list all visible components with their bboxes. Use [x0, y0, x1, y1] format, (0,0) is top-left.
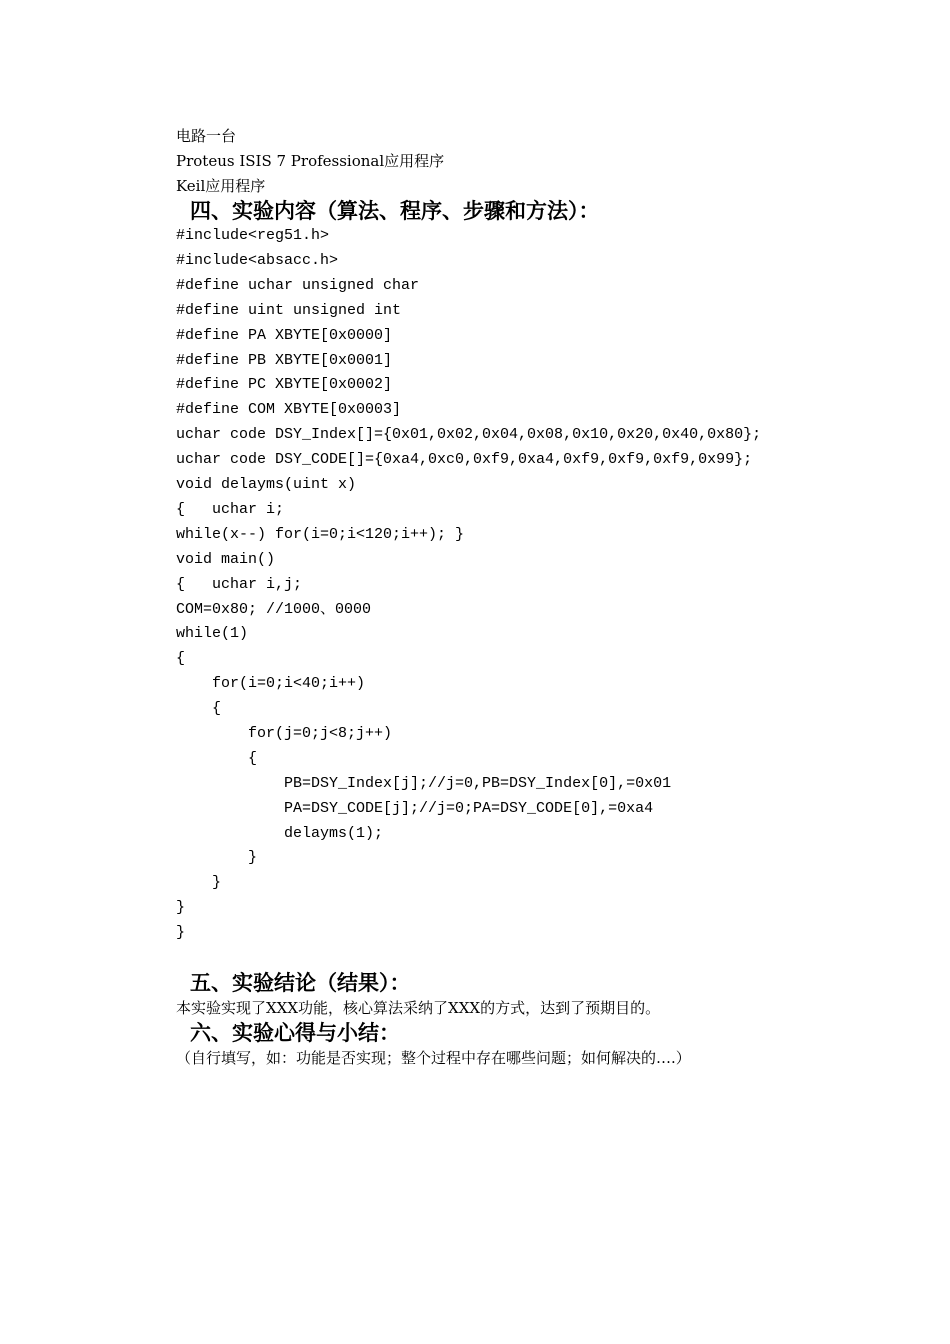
section-6-text: （自行填写，如：功能是否实现；整个过程中存在哪些问题；如何解决的….）: [176, 1049, 691, 1067]
section-6-heading: 六、实验心得与小结：: [190, 1021, 400, 1045]
code-line: for(j=0;j<8;j++): [176, 725, 393, 742]
code-line: {: [176, 650, 186, 667]
code-line: {: [176, 700, 222, 717]
code-line: #define COM XBYTE[0x0003]: [176, 401, 402, 418]
code-line: }: [176, 849, 258, 866]
code-line: PA=DSY_CODE[j];//j=0;PA=DSY_CODE[0],=0xa4: [176, 800, 654, 817]
code-line: { uchar i;: [176, 501, 285, 518]
code-line: #define PC XBYTE[0x0002]: [176, 376, 393, 393]
section-5-heading: 五、实验结论（结果）：: [190, 971, 411, 995]
code-line: #define PB XBYTE[0x0001]: [176, 352, 393, 369]
equipment-line-3: Keil应用程序: [176, 177, 266, 195]
equipment-line-2: Proteus ISIS 7 Professional应用程序: [176, 152, 445, 170]
section-5-text: 本实验实现了XXX功能，核心算法采纳了XXX的方式，达到了预期目的。: [176, 999, 661, 1017]
code-line: #define uchar unsigned char: [176, 277, 420, 294]
code-line: for(i=0;i<40;i++): [176, 675, 366, 692]
code-line: #include<reg51.h>: [176, 227, 330, 244]
code-line: void main(): [176, 551, 276, 568]
code-line: COM=0x80; //1000、0000: [176, 601, 372, 618]
code-line: delayms(1);: [176, 825, 384, 842]
code-line: }: [176, 874, 222, 891]
code-line: #define PA XBYTE[0x0000]: [176, 327, 393, 344]
code-line: PB=DSY_Index[j];//j=0,PB=DSY_Index[0],=0x01: [176, 775, 672, 792]
code-line: }: [176, 899, 186, 916]
section-4-heading: 四、实验内容（算法、程序、步骤和方法）：: [190, 199, 600, 223]
code-line: #include<absacc.h>: [176, 252, 339, 269]
code-line: #define uint unsigned int: [176, 302, 402, 319]
code-line: uchar code DSY_Index[]={0x01,0x02,0x04,0x08,0x10,0x20,0x40,0x80};: [176, 426, 762, 443]
code-line: { uchar i,j;: [176, 576, 303, 593]
code-line: while(x--) for(i=0;i<120;i++); }: [176, 526, 465, 543]
code-line: uchar code DSY_CODE[]={0xa4,0xc0,0xf9,0xa4,0xf9,0xf9,0xf9,0x99};: [176, 451, 753, 468]
equipment-line-1: 电路一台: [176, 127, 237, 145]
code-line: {: [176, 750, 258, 767]
code-line: }: [176, 924, 186, 941]
code-line: while(1): [176, 625, 249, 642]
code-line: void delayms(uint x): [176, 476, 357, 493]
